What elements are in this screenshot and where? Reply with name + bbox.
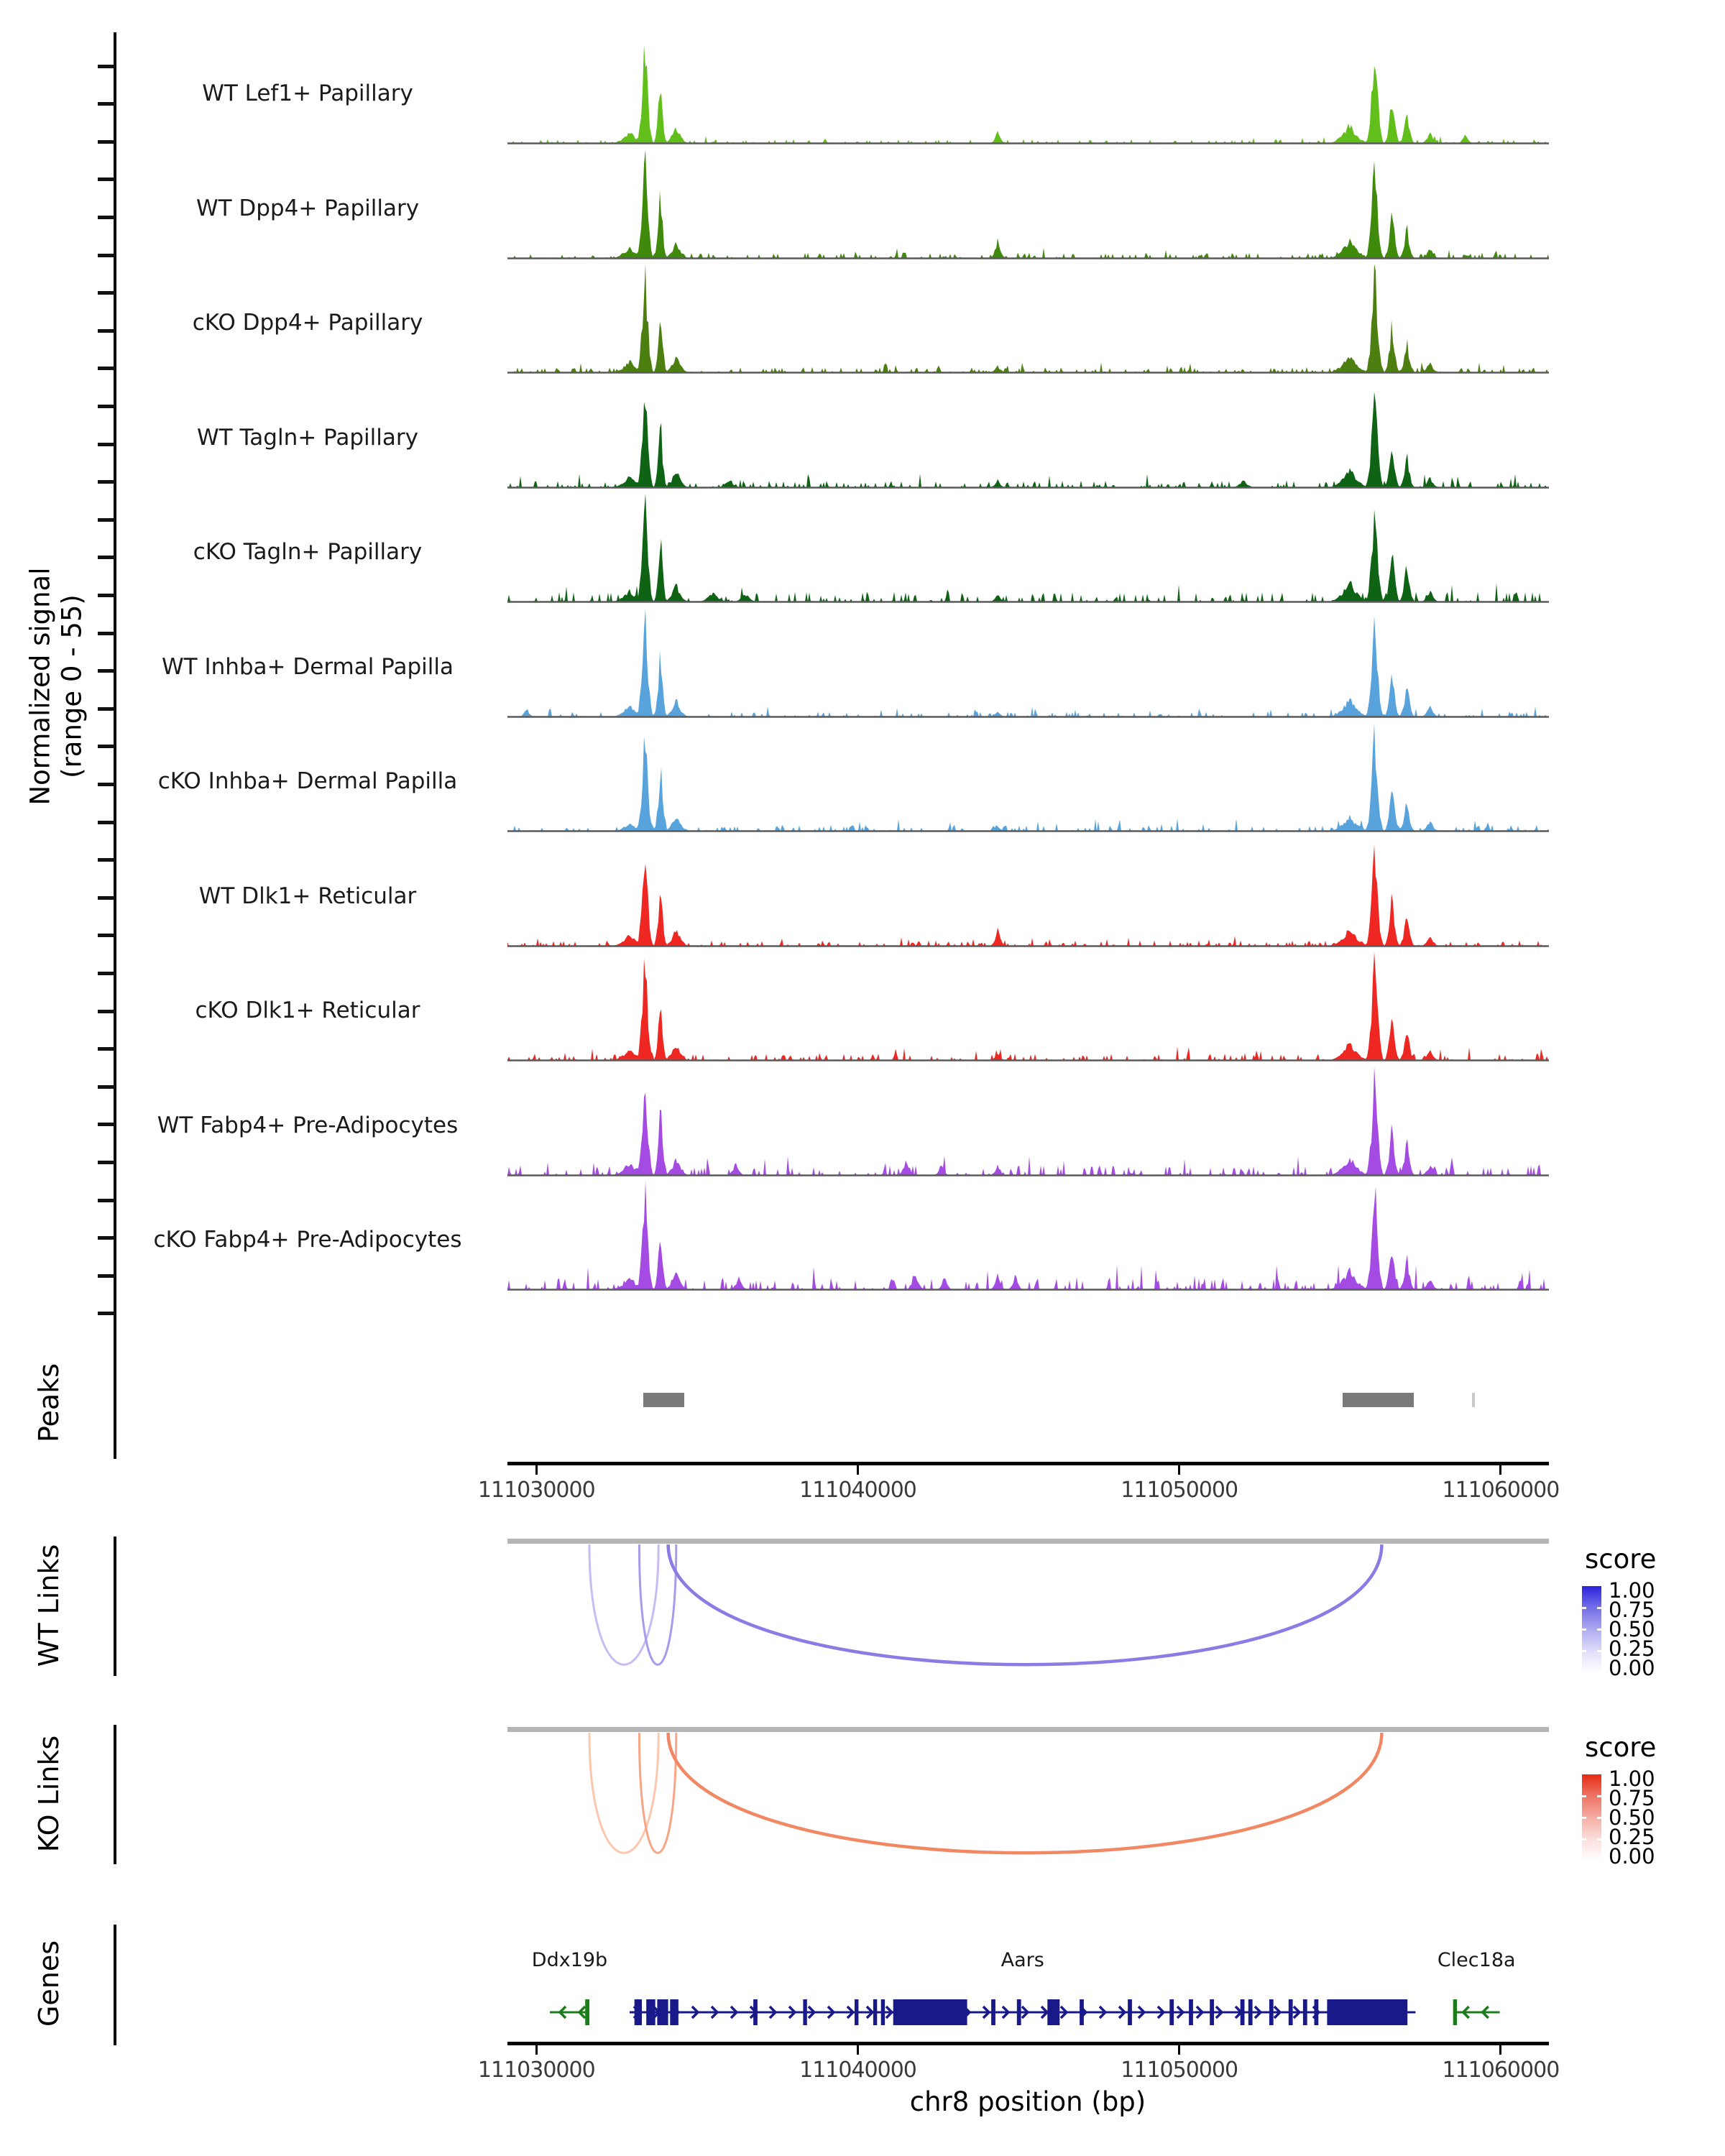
gene-name: Clec18a (1437, 1949, 1516, 1971)
gene-exon (991, 1999, 995, 2025)
tracks-axis-tick (98, 405, 115, 408)
coverage-track-11 (507, 1181, 1549, 1291)
coverage-area (507, 264, 1549, 372)
track-label: WT Lef1+ Papillary (202, 80, 413, 106)
coverage-area (507, 608, 1549, 717)
gene-exon (635, 1999, 642, 2025)
legend-dash (1597, 1838, 1601, 1841)
coverage-track-2 (507, 149, 1549, 259)
wt-legend-title: score (1585, 1544, 1657, 1575)
gene-exon (1210, 1999, 1214, 2025)
track-label: WT Fabp4+ Pre-Adipocytes (157, 1112, 459, 1138)
gene-exon (1453, 1999, 1457, 2025)
y-axis-label-line2: (range 0 - 55) (56, 594, 87, 778)
tracks-axis-tick (98, 1161, 115, 1164)
track-label: cKO Dlk1+ Reticular (195, 998, 420, 1023)
tracks-axis-tick (98, 1047, 115, 1051)
gene-exon (670, 1999, 678, 2025)
gene-exon (873, 1999, 877, 2025)
axis-tick (1178, 1465, 1180, 1475)
coverage-track-10 (507, 1067, 1549, 1176)
legend-dash (1597, 1795, 1601, 1797)
legend-dash (1582, 1607, 1586, 1609)
gene-exon (1315, 1999, 1319, 2025)
tracks-axis-tick (98, 632, 115, 635)
coverage-track-1 (507, 34, 1549, 144)
track-label: WT Dpp4+ Papillary (196, 195, 420, 221)
axis-tick (1499, 1465, 1501, 1475)
gene-exon (803, 1999, 806, 2025)
gene-exon (585, 1999, 589, 2025)
coverage-area (507, 45, 1549, 143)
x-axis-title: chr8 position (bp) (909, 2086, 1146, 2117)
axis-tick-label: 111030000 (477, 1478, 595, 1503)
ko-legend-label-4: 0.25 (1609, 1825, 1655, 1849)
axis-tick-label: 111030000 (477, 2058, 595, 2083)
axis-tick (1178, 2045, 1180, 2055)
axis-tick (857, 2045, 859, 2055)
tracks-axis-tick (98, 367, 115, 370)
gene-exon (657, 1999, 668, 2025)
coverage-track-4 (507, 379, 1549, 489)
peaks-bracket-line (114, 1350, 116, 1459)
peak-interval (643, 1393, 684, 1407)
gene-exon (1327, 1999, 1407, 2025)
track-label: WT Tagln+ Papillary (197, 424, 418, 451)
gene-exon (1248, 1999, 1253, 2025)
axis-tick (535, 2045, 538, 2055)
tracks-axis-tick (98, 1085, 115, 1089)
gene-exon (1303, 1999, 1307, 2025)
wt-links-bracket-line (114, 1537, 116, 1676)
coverage-area (507, 149, 1549, 258)
coverage-track-5 (507, 493, 1549, 603)
axis-tick-label: 111040000 (799, 2058, 916, 2083)
tracks-axis-tick (98, 178, 115, 181)
legend-dash (1582, 1838, 1586, 1841)
tracks-axis-tick (98, 1274, 115, 1278)
gene-name: Ddx19b (531, 1949, 608, 1971)
wt-score-legend (1578, 1544, 1721, 1680)
coverage-track-6 (507, 608, 1549, 718)
legend-dash (1597, 1607, 1601, 1609)
wt-legend-label-1: 1.00 (1609, 1578, 1655, 1603)
genes-section-label: Genes (33, 1940, 65, 2027)
legend-dash (1582, 1795, 1586, 1797)
coverage-area (507, 952, 1549, 1060)
coverage-area (507, 723, 1549, 831)
tracks-axis-line (114, 32, 116, 1353)
wt-legend-label-2: 0.75 (1609, 1598, 1655, 1622)
tracks-axis-tick (98, 707, 115, 711)
ko-links-bracket-line (114, 1725, 116, 1864)
axis-tick-label: 111050000 (1121, 1478, 1238, 1503)
ko-legend-label-1: 1.00 (1609, 1766, 1655, 1791)
tracks-axis-tick (98, 1312, 115, 1315)
coverage-area (507, 1067, 1549, 1175)
track-label: cKO Tagln+ Papillary (193, 539, 423, 565)
wt-legend-label-3: 0.50 (1609, 1617, 1655, 1641)
y-axis-label (24, 567, 87, 805)
axis-line (507, 2042, 1549, 2045)
link-arc-3 (668, 1733, 1382, 1853)
peaks-section-label: Peaks (33, 1363, 65, 1443)
wt-legend-gradient-bar (1582, 1586, 1601, 1672)
ko-legend-label-3: 0.50 (1609, 1805, 1655, 1830)
axis-tick-label: 111060000 (1442, 1478, 1560, 1503)
ko-links-baseline (507, 1727, 1549, 1732)
gene-exon (1189, 1999, 1193, 2025)
coverage-area (507, 1181, 1549, 1289)
coverage-area (507, 392, 1549, 487)
track-label: WT Dlk1+ Reticular (198, 883, 417, 909)
tracks-axis-tick (98, 291, 115, 295)
tracks-axis-tick (98, 65, 115, 68)
axis-tick-label: 111060000 (1442, 2058, 1560, 2083)
wt-legend-label-4: 0.25 (1609, 1636, 1655, 1661)
coverage-track-7 (507, 722, 1549, 832)
y-axis-label-line1: Normalized signal (24, 567, 56, 806)
legend-dash (1582, 1817, 1586, 1819)
gene-exon (1169, 1999, 1174, 2025)
tracks-axis-tick (98, 821, 115, 824)
coverage-area (507, 844, 1549, 946)
coverage-track-3 (507, 264, 1549, 374)
gene-exon (1017, 1999, 1021, 2025)
gene-exon (1080, 1999, 1084, 2025)
ko-legend-gradient-bar (1582, 1774, 1601, 1861)
ko-legend-title: score (1585, 1732, 1657, 1763)
gene-exon (893, 1999, 967, 2025)
tracks-axis-tick (98, 934, 115, 937)
wt-links-section-label: WT Links (33, 1544, 65, 1667)
peak-interval (1343, 1393, 1414, 1407)
tracks-axis-tick (98, 254, 115, 257)
wt-links-arcs (507, 1544, 1549, 1676)
gene-exon (1128, 1999, 1132, 2025)
tracks-axis-tick (98, 858, 115, 862)
axis-tick-label: 111050000 (1121, 2058, 1238, 2083)
legend-dash (1597, 1650, 1601, 1652)
link-arc-3 (668, 1544, 1382, 1664)
axis-tick-label: 111040000 (799, 1478, 916, 1503)
legend-dash (1597, 1817, 1601, 1819)
gene-exon (753, 1999, 758, 2025)
tracks-axis-tick (98, 518, 115, 522)
axis-line (507, 1462, 1549, 1465)
gene-exon (855, 1999, 858, 2025)
gene-name: Aars (1000, 1949, 1044, 1971)
tracks-axis-tick (98, 972, 115, 975)
gene-exon (646, 1999, 656, 2025)
genes-bracket-line (114, 1925, 116, 2045)
legend-dash (1582, 1628, 1586, 1631)
axis-tick (535, 1465, 538, 1475)
legend-dash (1582, 1650, 1586, 1652)
coverage-track-8 (507, 837, 1549, 947)
gene-exon (1269, 1999, 1274, 2025)
track-label: cKO Inhba+ Dermal Papilla (157, 768, 458, 794)
tracks-axis-tick (98, 480, 115, 484)
track-label: WT Inhba+ Dermal Papilla (162, 653, 454, 680)
gene-models (507, 1985, 1549, 2040)
gene-exon (1047, 1999, 1059, 2025)
axis-tick (857, 1465, 859, 1475)
gene-exon (1241, 1999, 1245, 2025)
tracks-axis-tick (98, 140, 115, 144)
gene-exon (1289, 1999, 1293, 2025)
tracks-axis-tick (98, 1199, 115, 1202)
track-label: cKO Fabp4+ Pre-Adipocytes (153, 1227, 462, 1253)
ko-legend-label-2: 0.75 (1609, 1786, 1655, 1810)
wt-links-baseline (507, 1539, 1549, 1544)
ko-score-legend (1578, 1732, 1721, 1869)
ko-legend-label-5: 0.00 (1609, 1844, 1655, 1869)
legend-dash (1597, 1628, 1601, 1631)
peak-interval (1472, 1393, 1475, 1407)
coverage-track-9 (507, 952, 1549, 1061)
tracks-axis-tick (98, 745, 115, 748)
track-label: cKO Dpp4+ Papillary (192, 310, 423, 336)
coverage-area (507, 493, 1549, 602)
tracks-axis-tick (98, 594, 115, 597)
ko-links-arcs (507, 1732, 1549, 1864)
axis-tick (1499, 2045, 1501, 2055)
ko-links-section-label: KO Links (33, 1735, 65, 1853)
gene-exon (881, 1999, 885, 2025)
wt-legend-label-5: 0.00 (1609, 1656, 1655, 1680)
